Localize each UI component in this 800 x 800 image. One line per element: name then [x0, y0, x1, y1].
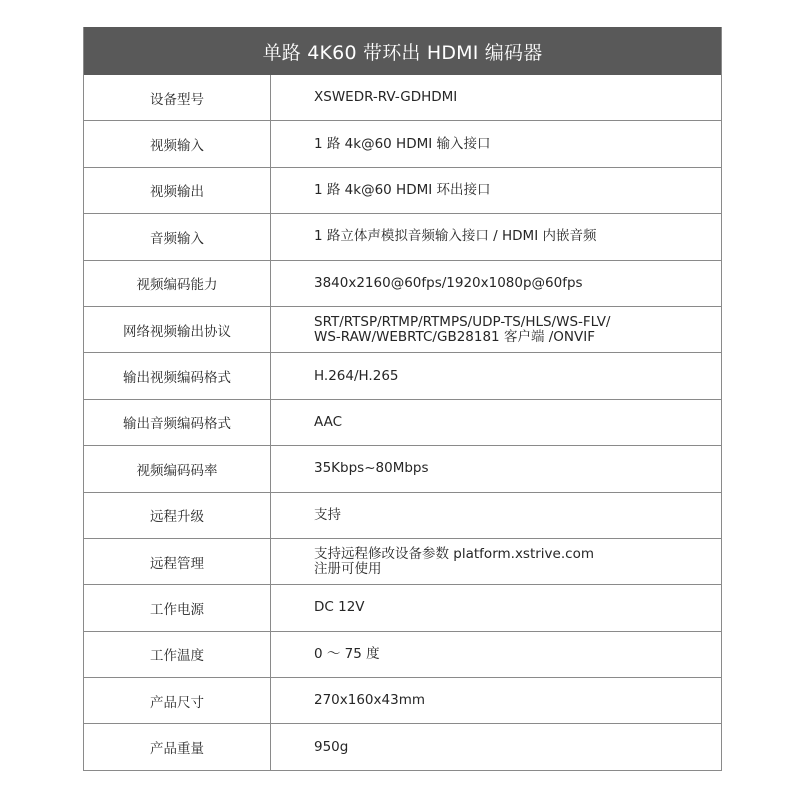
spec-value: H.264/H.265 [314, 367, 399, 384]
spec-row-dimensions [84, 678, 721, 724]
spec-row-encoding-capability [84, 261, 721, 307]
spec-table [83, 27, 722, 771]
spec-label: 音频输入 [84, 214, 271, 259]
spec-label: 视频输出 [84, 168, 271, 213]
spec-value: 支持远程修改设备参数 platform.xstrive.com 注册可使用 [314, 545, 594, 577]
spec-label: 设备型号 [84, 75, 271, 120]
spec-label: 远程升级 [84, 493, 271, 538]
spec-value: 35Kbps~80Mbps [314, 460, 429, 477]
spec-label: 远程管理 [84, 539, 271, 584]
spec-row-remote-management [84, 539, 721, 585]
spec-value: 0 ～ 75 度 [314, 645, 380, 662]
spec-value: DC 12V [314, 599, 365, 616]
spec-row-network-protocols [84, 307, 721, 353]
spec-row-power [84, 585, 721, 631]
spec-value: XSWEDR-RV-GDHDMI [314, 89, 458, 106]
spec-value: 1 路 4k@60 HDMI 输入接口 [314, 135, 491, 152]
spec-value: 1 路 4k@60 HDMI 环出接口 [314, 181, 491, 198]
spec-value: 950g [314, 738, 349, 755]
spec-label: 输出音频编码格式 [84, 400, 271, 445]
spec-row-temperature [84, 632, 721, 678]
spec-value: 3840x2160@60fps/1920x1080p@60fps [314, 274, 583, 291]
spec-value: 支持 [314, 506, 341, 523]
spec-row-audio-codec [84, 400, 721, 446]
spec-row-model [84, 75, 721, 121]
spec-row-weight [84, 724, 721, 770]
spec-value: 270x160x43mm [314, 692, 425, 709]
spec-row-video-input [84, 121, 721, 167]
table-title: 单路 4K60 带环出 HDMI 编码器 [84, 27, 721, 75]
spec-row-bitrate [84, 446, 721, 492]
spec-value: SRT/RTSP/RTMP/RTMPS/UDP-TS/HLS/WS-FLV/ WS-RAW/WEBRTC/GB28181 客户端 /ONVIF [314, 313, 611, 345]
spec-label: 视频编码能力 [84, 261, 271, 306]
spec-label: 产品重量 [84, 724, 271, 769]
spec-label: 工作电源 [84, 585, 271, 630]
spec-label: 视频输入 [84, 121, 271, 166]
spec-label: 工作温度 [84, 632, 271, 677]
spec-row-video-output [84, 168, 721, 214]
spec-label: 网络视频输出协议 [84, 307, 271, 352]
spec-label: 产品尺寸 [84, 678, 271, 723]
spec-label: 输出视频编码格式 [84, 353, 271, 398]
spec-row-audio-input [84, 214, 721, 260]
spec-value: 1 路立体声模拟音频输入接口 / HDMI 内嵌音频 [314, 228, 597, 245]
spec-row-remote-upgrade [84, 493, 721, 539]
spec-value: AAC [314, 413, 343, 430]
spec-row-video-codec [84, 353, 721, 399]
spec-label: 视频编码码率 [84, 446, 271, 491]
